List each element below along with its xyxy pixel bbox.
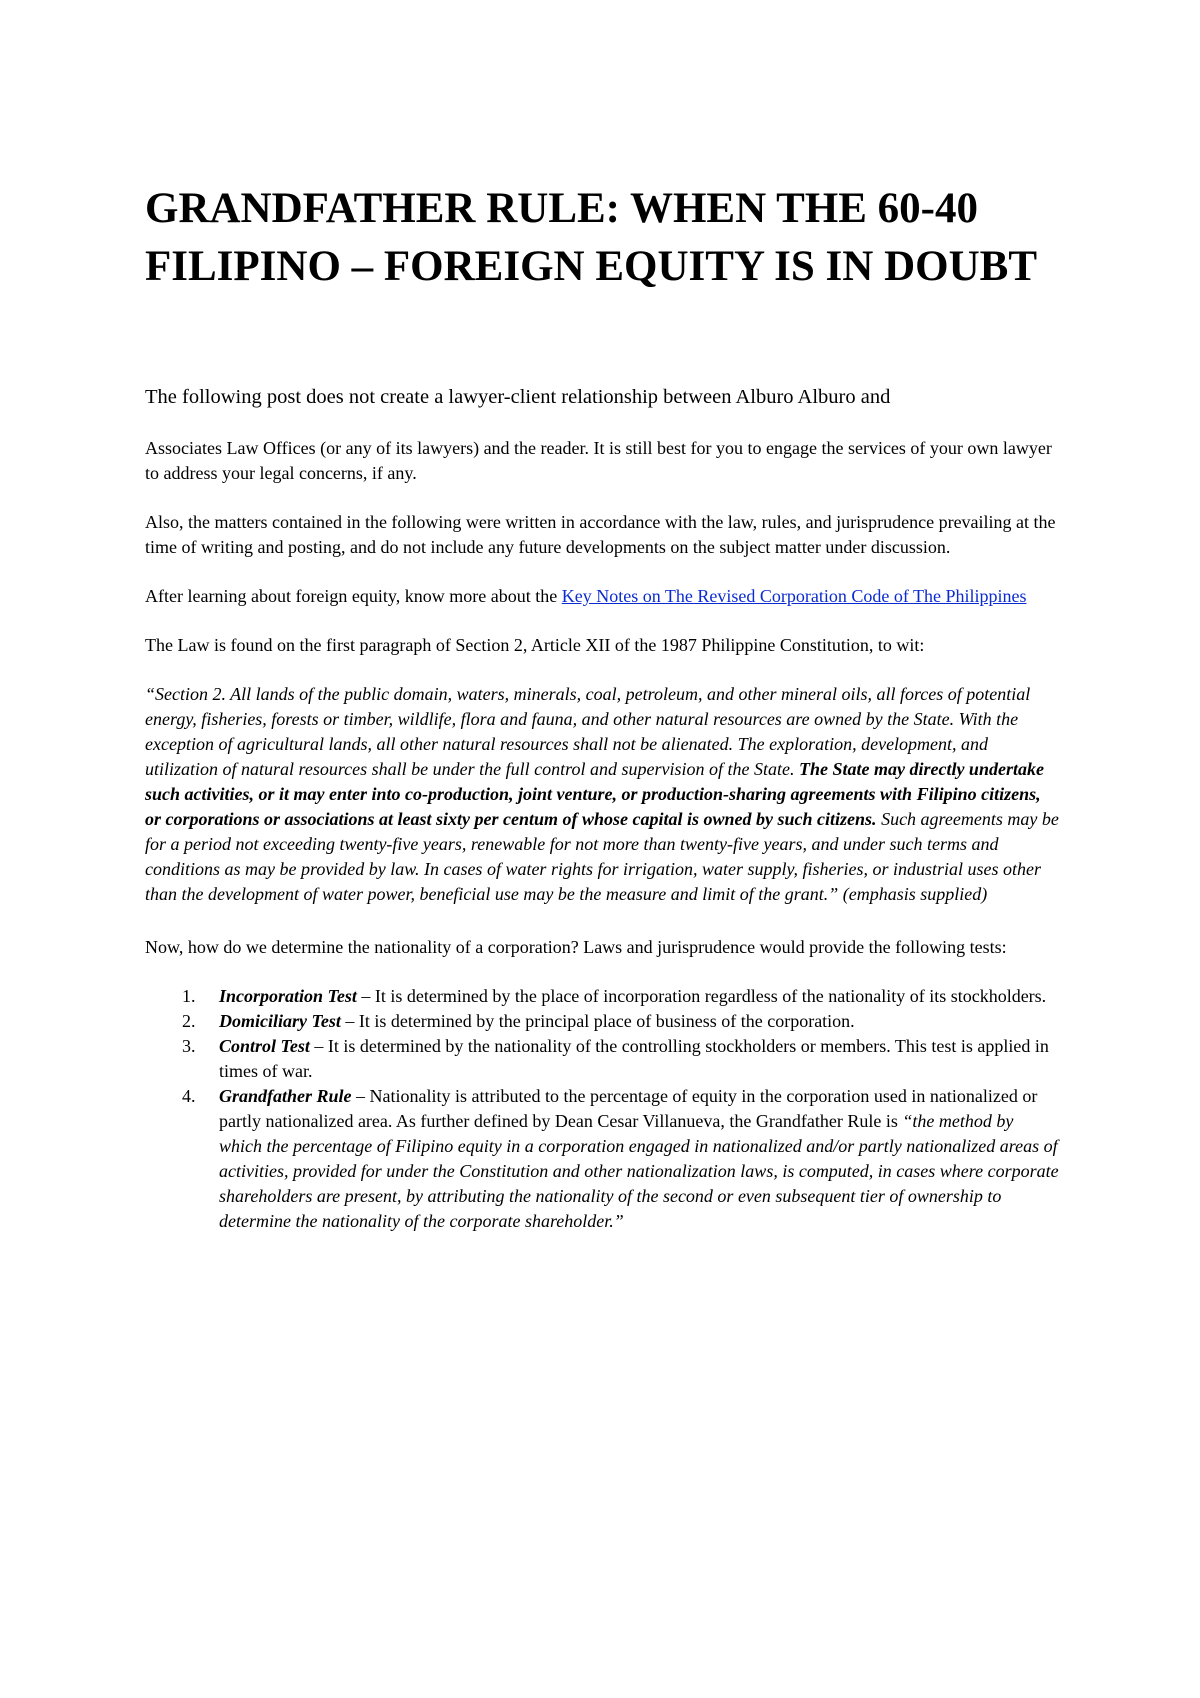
law-intro: The Law is found on the first paragraph of Section 2, Article XII of the 1987 Philippine Constitution, to wit: <box>145 635 925 655</box>
list-number: 2. <box>182 1011 196 1031</box>
list-number: 3. <box>182 1036 196 1056</box>
after-learning-text: After learning about foreign equity, know more about the <box>145 586 562 606</box>
test-term: Grandfather Rule <box>219 1086 352 1106</box>
after-learning-paragraph <box>145 584 1060 609</box>
test-definition: – It is determined by the nationality of the controlling stockholders or members. This test is applied in times of war. <box>219 1036 1049 1081</box>
list-item-control-test <box>145 1034 1060 1084</box>
test-definition: – It is determined by the principal place of business of the corporation. <box>340 1011 855 1031</box>
test-term: Incorporation Test <box>219 986 357 1006</box>
quote-emphasis: The State may directly undertake such activities, or it may enter into co-production, joint venture, or production-sharing agreements with Filipino citizens, or corporations or associations at least sixty per centum of whose capital is owned by such citizens. <box>145 759 1044 829</box>
test-term: Domiciliary Test <box>219 1011 341 1031</box>
quote-part-1: “Section 2. All lands of the public domain, waters, minerals, coal, petroleum, and other mineral oils, all forces of potential energy, fisheries, forests or timber, wildlife, flora and fauna, and other natural resources are owned by the State. With the exception of agricultural lands, all other natural resources shall not be alienated. The exploration, development, and utilization of natural resources shall be under the full control and supervision of the State. <box>145 684 1031 779</box>
test-definition: – Nationality is attributed to the percentage of equity in the corporation used in nationalized or partly nationalized area. As further defined by Dean Cesar Villanueva, the Grandfather Rule is <box>219 1086 1038 1131</box>
list-item-grandfather-rule <box>145 1084 1060 1234</box>
page-title: GRANDFATHER RULE: WHEN THE 60-40 FILIPINO – FOREIGN EQUITY IS IN DOUBT <box>145 185 1037 290</box>
disclaimer-line-2: Associates Law Offices (or any of its lawyers) and the reader. It is still best for you to engage the services of your own lawyer to address your legal concerns, if any. <box>145 438 1052 483</box>
list-number: 1. <box>182 986 196 1006</box>
list-number: 4. <box>182 1086 196 1106</box>
tests-intro: Now, how do we determine the nationality of a corporation? Laws and jurisprudence would provide the following tests: <box>145 937 1007 957</box>
quote-part-2: Such agreements may be for a period not exceeding twenty-five years, renewable for not more than twenty-five years, and under such terms and conditions as may be provided by law. In cases of water rights for irrigation, water supply, fisheries, or industrial uses other than the development of water power, beneficial use may be the measure and limit of the grant.” (emphasis supplied) <box>145 809 1059 904</box>
also-paragraph: Also, the matters contained in the following were written in accordance with the law, rules, and jurisprudence prevailing at the time of writing and posting, and do not include any future developments on the subject matter under discussion. <box>145 512 1056 557</box>
villanueva-definition-quote: “the method by which the percentage of Filipino equity in a corporation engaged in nationalized and/or partly nationalized areas of activities, provided for under the Constitution and other nationalization laws, is computed, in cases where corporate shareholders are present, by attributing the nationality of the second or even subsequent tier of ownership to determine the nationality of the corporate shareholder.” <box>219 1111 1059 1231</box>
constitution-quote <box>145 682 1060 907</box>
test-definition: – It is determined by the place of incorporation regardless of the nationality of its stockholders. <box>356 986 1047 1006</box>
list-item-domiciliary-test <box>145 1009 1060 1034</box>
test-term: Control Test <box>219 1036 310 1056</box>
document-page <box>145 180 1060 1234</box>
corporation-code-link[interactable]: Key Notes on The Revised Corporation Code of The Philippines <box>561 586 1027 606</box>
nationality-tests-list <box>145 984 1060 1234</box>
disclaimer-line-1: The following post does not create a lawyer-client relationship between Alburo Alburo and <box>145 386 891 408</box>
list-item-incorporation-test <box>145 984 1060 1009</box>
